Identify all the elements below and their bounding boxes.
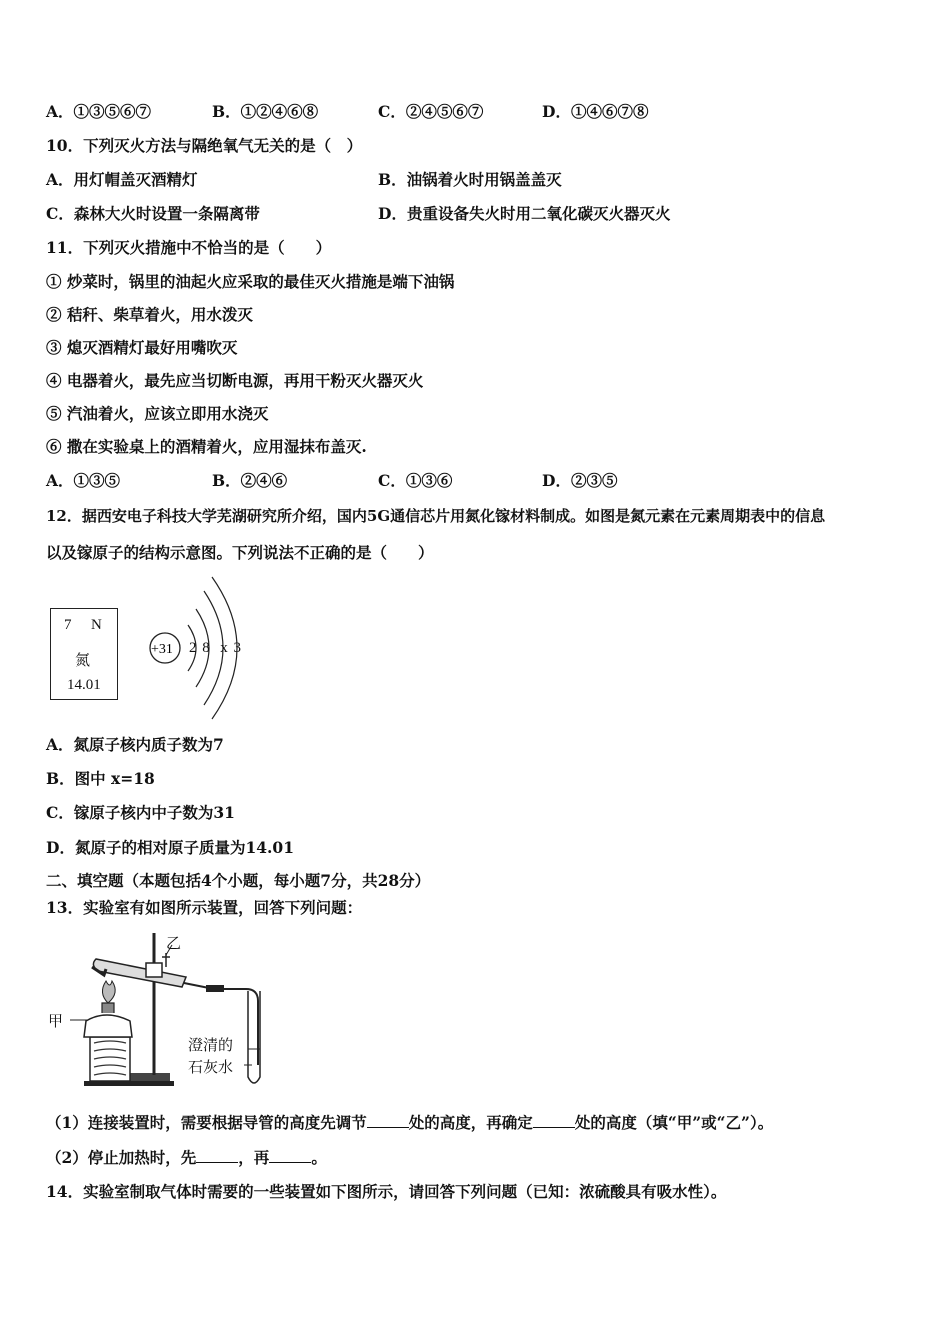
- q10-option-a: A．用灯帽盖灭酒精灯: [46, 170, 198, 189]
- q13-sub2-text-b: ，再: [238, 1148, 270, 1167]
- q13-sub1-text-a: （1）连接装置时，需要根据导管的高度先调节: [46, 1113, 367, 1132]
- q9-option-b: B．①②④⑥⑧: [212, 102, 319, 121]
- q13-sub2: [46, 1148, 327, 1168]
- q11-item-3: ③ 熄灭酒精灯最好用嘴吹灭: [46, 338, 238, 357]
- q11-option-d: D．②③⑤: [542, 471, 618, 490]
- q10-option-b: B．油锅着火时用锅盖盖灭: [378, 170, 562, 189]
- q13-stem: 13．实验室有如图所示装置，回答下列问题：: [46, 898, 363, 917]
- element-symbol: N: [91, 617, 102, 633]
- q11-option-c: C．①③⑥: [378, 471, 453, 490]
- label-limewater-2: 石灰水: [188, 1058, 234, 1076]
- q12-option-d: D．氮原子的相对原子质量为14.01: [46, 838, 294, 857]
- q11-item-6: ⑥ 撒在实验桌上的酒精着火，应用湿抹布盖灭.: [46, 437, 367, 456]
- element-mass: 14.01: [67, 677, 101, 693]
- q11-stem: 11．下列灭火措施中不恰当的是（ ）: [46, 238, 332, 257]
- clamp: [146, 963, 162, 977]
- element-number: 7: [64, 617, 72, 633]
- flame: [102, 981, 115, 1003]
- q12-option-a: A．氮原子核内质子数为7: [46, 735, 224, 754]
- electron-shell-counts: 2 8 x 3: [189, 640, 242, 656]
- q11-option-b: B．②④⑥: [212, 471, 288, 490]
- q11-item-2: ② 秸秆、柴草着火，用水泼灭: [46, 305, 253, 324]
- q9-option-d: D．①④⑥⑦⑧: [542, 102, 649, 121]
- q12-stem-line2: 以及镓原子的结构示意图。下列说法不正确的是（ ）: [46, 543, 434, 562]
- label-jia: 甲: [48, 1012, 64, 1030]
- alcohol-lamp: [84, 1015, 132, 1037]
- q13-sub1-text-b: 处的高度，再确定: [408, 1113, 533, 1132]
- q9-option-a: A．①③⑤⑥⑦: [46, 102, 152, 121]
- q11-item-4: ④ 电器着火，最先应当切断电源，再用干粉灭火器灭火: [46, 371, 424, 390]
- q12-option-b: B．图中 x=18: [46, 769, 155, 788]
- q12-option-c: C．镓原子核内中子数为31: [46, 803, 235, 822]
- q13-sub2-blank-1[interactable]: [196, 1148, 238, 1163]
- label-limewater-1: 澄清的: [188, 1036, 234, 1054]
- q11-option-a: A．①③⑤: [46, 471, 121, 490]
- q10-option-d: D．贵重设备失火时用二氧化碳灭火器灭火: [378, 204, 671, 223]
- q13-sub2-blank-2[interactable]: [269, 1148, 311, 1163]
- q10-option-c: C．森林大火时设置一条隔离带: [46, 204, 260, 223]
- q13-sub2-text-a: （2）停止加热时，先: [46, 1148, 197, 1167]
- element-name: 氮: [75, 653, 91, 669]
- q13-sub2-text-c: 。: [311, 1148, 327, 1167]
- q14-stem: 14．实验室制取气体时需要的一些装置如下图所示，请回答下列问题（已知：浓硫酸具有吸水性）。: [46, 1182, 727, 1201]
- q13-sub1-text-c: 处的高度（填“甲”或“乙”）。: [574, 1113, 774, 1132]
- q10-stem: 10．下列灭火方法与隔绝氧气无关的是（ ）: [46, 136, 363, 155]
- section-2-heading: 二、填空题（本题包括4个小题，每小题7分，共28分）: [46, 871, 431, 890]
- q13-sub1-blank-2[interactable]: [533, 1113, 575, 1128]
- q11-item-1: ① 炒菜时，锅里的油起火应采取的最佳灭火措施是端下油锅: [46, 272, 455, 291]
- q9-option-c: C．②④⑤⑥⑦: [378, 102, 484, 121]
- q12-stem-line1: 12．据西安电子科技大学芜湖研究所介绍，国内5G通信芯片用氮化镓材料制成。如图是氮元素在元素周期表中的信息: [46, 507, 826, 525]
- nucleus-charge: +31: [151, 642, 173, 657]
- q13-sub1-blank-1[interactable]: [367, 1113, 409, 1128]
- q11-item-5: ⑤ 汽油着火，应该立即用水浇灭: [46, 404, 269, 423]
- q13-sub1: [46, 1113, 773, 1133]
- element-cell: [50, 608, 118, 700]
- label-yi: 乙: [166, 934, 182, 952]
